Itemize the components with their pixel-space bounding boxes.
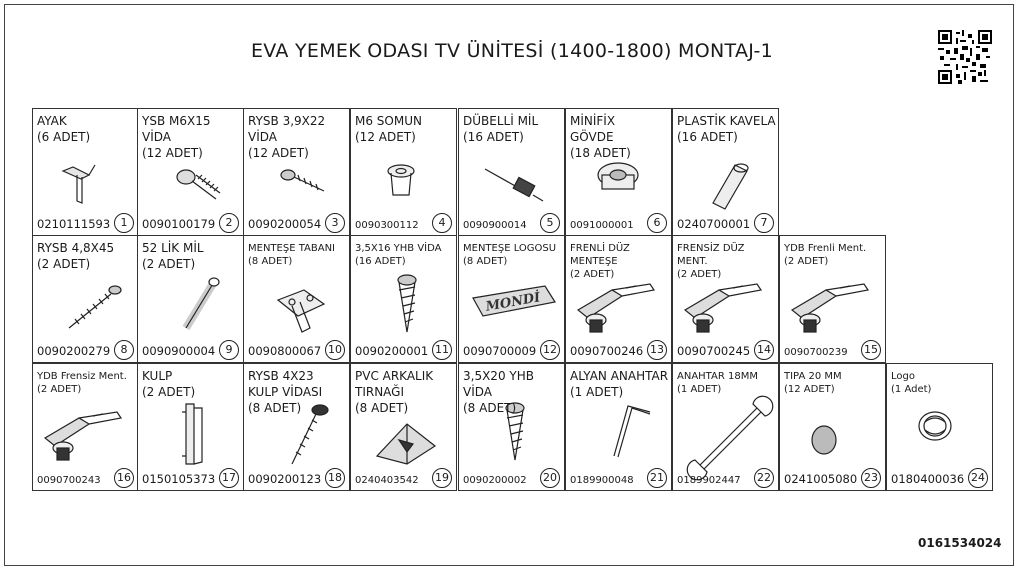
part-number-badge: 1 bbox=[114, 213, 134, 233]
part-code: 0240700001 bbox=[677, 217, 751, 231]
part-number-badge: 7 bbox=[754, 213, 774, 233]
part-label bbox=[570, 368, 668, 400]
part-name: RYSB 3,9X22 VİDA bbox=[248, 114, 326, 144]
part-number-badge: 5 bbox=[540, 213, 560, 233]
part-quantity: (12 ADET) bbox=[142, 146, 203, 160]
part-name: RYSB 4,8X45 bbox=[37, 241, 115, 255]
part-label bbox=[355, 113, 422, 145]
part-label bbox=[248, 368, 322, 416]
part-quantity: (1 ADET) bbox=[570, 385, 624, 399]
part-label bbox=[570, 113, 631, 161]
part-label bbox=[37, 370, 127, 396]
part-label bbox=[142, 240, 204, 272]
part-quantity: (1 ADET) bbox=[677, 384, 722, 395]
part-cell bbox=[672, 108, 779, 236]
part-name: PVC ARKALIK TIRNAĞI bbox=[355, 369, 434, 399]
part-label bbox=[677, 370, 758, 396]
part-code: 0090700246 bbox=[570, 344, 644, 358]
part-label bbox=[248, 242, 335, 268]
part-quantity: (18 ADET) bbox=[570, 146, 631, 160]
hinge-logo-text: MONDİ bbox=[484, 290, 542, 315]
part-quantity: (16 ADET) bbox=[355, 256, 406, 267]
part-number-badge: 8 bbox=[114, 340, 134, 360]
part-number-badge: 11 bbox=[432, 340, 452, 360]
part-number-badge: 24 bbox=[968, 468, 988, 488]
part-quantity: (2 ADET) bbox=[142, 257, 196, 271]
part-cell bbox=[886, 363, 993, 491]
part-name: MENTEŞE LOGOSU bbox=[463, 243, 557, 254]
part-number-badge: 15 bbox=[861, 340, 881, 360]
part-cell bbox=[350, 108, 457, 236]
part-cell bbox=[779, 363, 886, 491]
part-label bbox=[463, 113, 538, 145]
part-number-badge: 3 bbox=[325, 213, 345, 233]
part-cell bbox=[137, 363, 244, 491]
part-quantity: (8 ADET) bbox=[248, 256, 293, 267]
part-number-badge: 12 bbox=[540, 340, 560, 360]
part-name: ALYAN ANAHTAR bbox=[570, 369, 669, 383]
part-quantity: (16 ADET) bbox=[677, 130, 738, 144]
qr-code-icon bbox=[938, 30, 992, 84]
part-quantity: (2 ADET) bbox=[37, 384, 82, 395]
part-name: YDB Frenli Ment. bbox=[784, 243, 867, 254]
part-quantity: (12 ADET) bbox=[355, 130, 416, 144]
part-name: MENTEŞE TABANI bbox=[248, 243, 336, 254]
part-cell bbox=[350, 363, 457, 491]
part-code: 0090200002 bbox=[463, 475, 527, 486]
part-code: 0090900004 bbox=[142, 344, 216, 358]
part-cell bbox=[565, 108, 672, 236]
part-number-badge: 16 bbox=[114, 468, 134, 488]
part-name: MİNİFİX GÖVDE bbox=[570, 114, 616, 144]
page-title: EVA YEMEK ODASI TV ÜNİTESİ (1400-1800) MONTAJ-1 bbox=[250, 40, 774, 62]
part-code: 0090200054 bbox=[248, 217, 322, 231]
part-name: FRENSİZ DÜZ MENT. bbox=[677, 243, 745, 267]
part-cell bbox=[243, 108, 350, 236]
part-quantity: (8 ADET) bbox=[463, 401, 517, 415]
part-number-badge: 23 bbox=[861, 468, 881, 488]
part-label bbox=[784, 370, 842, 396]
part-name: 3,5X16 YHB VİDA bbox=[355, 243, 442, 254]
part-number-badge: 17 bbox=[219, 468, 239, 488]
part-quantity: (8 ADET) bbox=[463, 256, 508, 267]
part-name: Logo bbox=[891, 371, 915, 382]
part-cell bbox=[458, 108, 565, 236]
part-label bbox=[463, 242, 556, 268]
part-number-badge: 9 bbox=[219, 340, 239, 360]
part-cell bbox=[137, 108, 244, 236]
part-quantity: (2 ADET) bbox=[570, 269, 615, 280]
part-code: 0189902447 bbox=[677, 475, 741, 486]
part-label bbox=[37, 240, 114, 272]
part-cell bbox=[137, 235, 244, 363]
part-name: AYAK bbox=[37, 114, 67, 128]
part-number-badge: 21 bbox=[647, 468, 667, 488]
part-name: FRENLİ DÜZ MENTEŞE bbox=[570, 243, 630, 267]
part-quantity: (12 ADET) bbox=[784, 384, 835, 395]
part-cell bbox=[565, 363, 672, 491]
part-name: ANAHTAR 18MM bbox=[677, 371, 758, 382]
part-code: 0091000001 bbox=[570, 220, 634, 231]
part-code: 0090700245 bbox=[677, 344, 751, 358]
part-name: 52 LİK MİL bbox=[142, 241, 204, 255]
part-name: RYSB 4X23 KULP VİDASI bbox=[248, 369, 323, 399]
part-cell bbox=[779, 235, 886, 363]
part-number-badge: 10 bbox=[325, 340, 345, 360]
part-cell bbox=[32, 235, 139, 363]
part-code: 0210111593 bbox=[37, 217, 111, 231]
part-label bbox=[142, 113, 210, 161]
part-name: KULP bbox=[142, 369, 173, 383]
part-code: 0090100179 bbox=[142, 217, 216, 231]
part-code: 0090700009 bbox=[463, 344, 537, 358]
part-quantity: (2 ADET) bbox=[677, 269, 722, 280]
part-cell bbox=[32, 363, 139, 491]
part-name: DÜBELLİ MİL bbox=[463, 114, 539, 128]
part-number-badge: 13 bbox=[647, 340, 667, 360]
part-number-badge: 6 bbox=[647, 213, 667, 233]
part-code: 0150105373 bbox=[142, 472, 216, 486]
part-label bbox=[570, 242, 671, 281]
part-quantity: (2 ADET) bbox=[37, 257, 91, 271]
part-label bbox=[142, 368, 195, 400]
part-quantity: (6 ADET) bbox=[37, 130, 91, 144]
part-number-badge: 19 bbox=[432, 468, 452, 488]
part-label bbox=[784, 242, 866, 268]
part-cell bbox=[32, 108, 139, 236]
part-cell bbox=[672, 363, 779, 491]
part-quantity: (8 ADET) bbox=[355, 401, 409, 415]
part-code: 0090200123 bbox=[248, 472, 322, 486]
part-code: 0090900014 bbox=[463, 220, 527, 231]
part-label bbox=[37, 113, 90, 145]
part-cell bbox=[243, 363, 350, 491]
part-number-badge: 14 bbox=[754, 340, 774, 360]
part-number-badge: 2 bbox=[219, 213, 239, 233]
part-quantity: (8 ADET) bbox=[248, 401, 302, 415]
part-code: 0189900048 bbox=[570, 475, 634, 486]
part-label bbox=[355, 242, 441, 268]
part-label bbox=[463, 368, 564, 416]
part-code: 0090700243 bbox=[37, 475, 101, 486]
part-number-badge: 22 bbox=[754, 468, 774, 488]
part-cell bbox=[672, 235, 779, 363]
document-code: 0161534024 bbox=[918, 536, 1002, 550]
part-code: 0090300112 bbox=[355, 220, 419, 231]
part-label bbox=[891, 370, 931, 396]
part-code: 0090200279 bbox=[37, 344, 111, 358]
part-name: M6 SOMUN bbox=[355, 114, 422, 128]
part-quantity: (2 ADET) bbox=[784, 256, 829, 267]
part-cell bbox=[458, 363, 565, 491]
part-name: 3,5X20 YHB VİDA bbox=[463, 369, 534, 399]
part-code: 0241005080 bbox=[784, 472, 858, 486]
part-quantity: (12 ADET) bbox=[248, 146, 309, 160]
part-code: 0240403542 bbox=[355, 475, 419, 486]
part-label bbox=[677, 113, 776, 145]
part-cell bbox=[350, 235, 457, 363]
part-code: 0090200001 bbox=[355, 344, 429, 358]
part-cell bbox=[243, 235, 350, 363]
part-quantity: (2 ADET) bbox=[142, 385, 196, 399]
part-label bbox=[355, 368, 433, 416]
part-label bbox=[248, 113, 325, 161]
part-name: YDB Frensiz Ment. bbox=[37, 371, 127, 382]
part-number-badge: 20 bbox=[540, 468, 560, 488]
part-label bbox=[677, 242, 778, 281]
part-name: YSB M6X15 VİDA bbox=[142, 114, 211, 144]
part-code: 0090700239 bbox=[784, 347, 848, 358]
part-name: TIPA 20 MM bbox=[784, 371, 842, 382]
part-name: PLASTİK KAVELA bbox=[677, 114, 776, 128]
part-cell bbox=[565, 235, 672, 363]
part-cell bbox=[458, 235, 565, 363]
part-number-badge: 18 bbox=[325, 468, 345, 488]
part-code: 0090800067 bbox=[248, 344, 322, 358]
part-code: 0180400036 bbox=[891, 472, 965, 486]
part-number-badge: 4 bbox=[432, 213, 452, 233]
part-quantity: (16 ADET) bbox=[463, 130, 524, 144]
part-quantity: (1 Adet) bbox=[891, 384, 932, 395]
